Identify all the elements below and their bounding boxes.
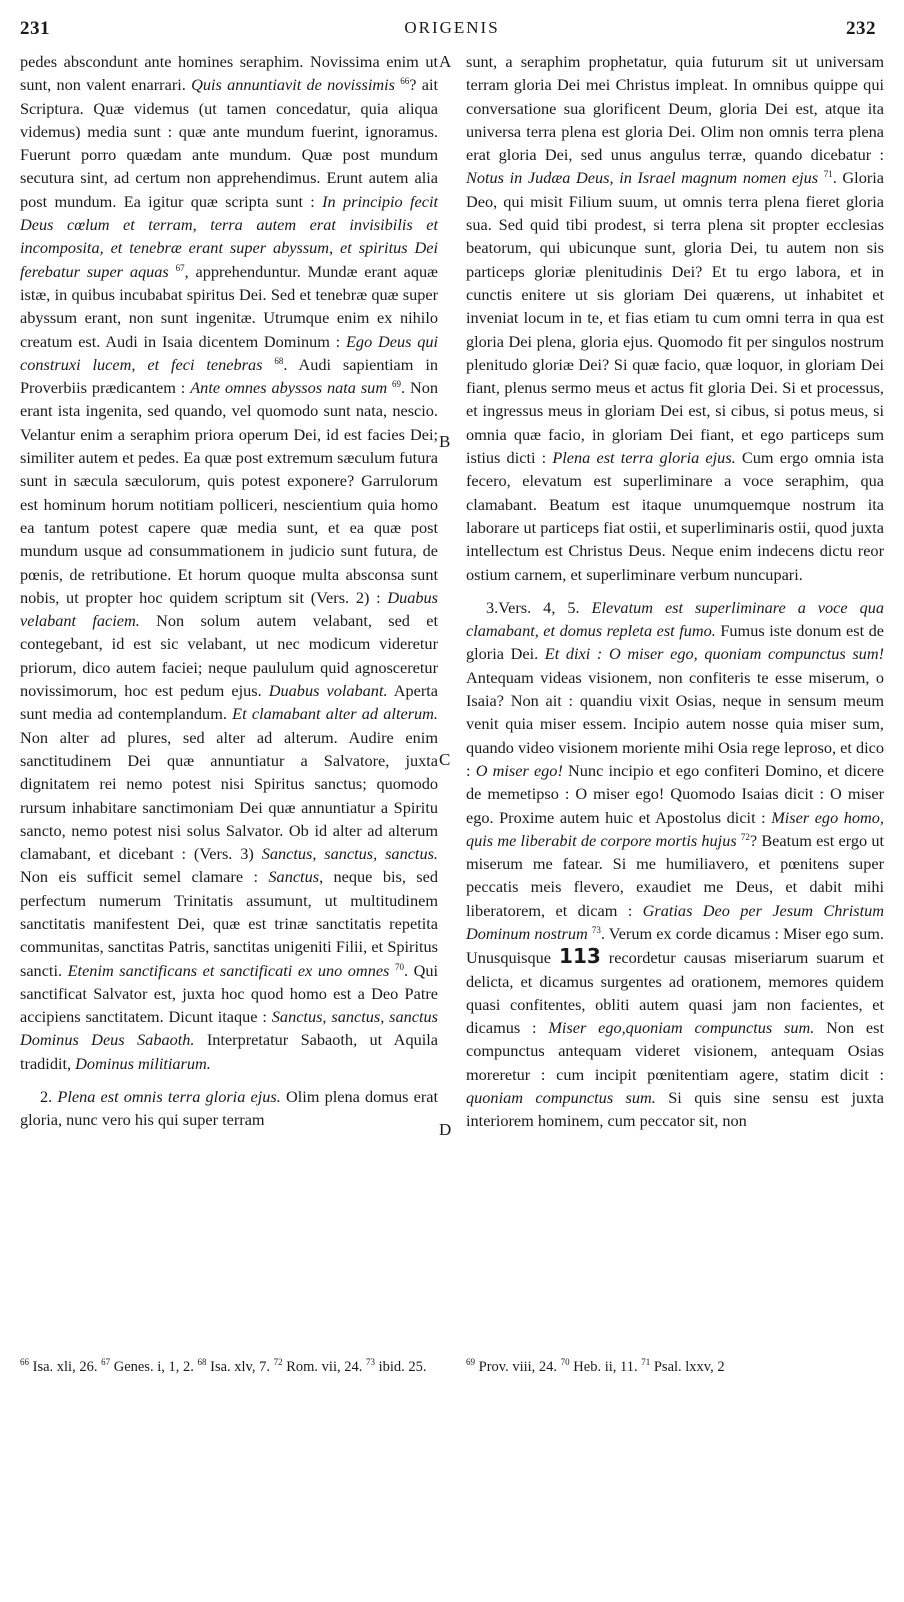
paragraph: 3.Vers. 4, 5. Elevatum est superliminare a voce qua clamabant, et domus repleta est fumo. Fumus iste donum est de gloria Dei. Et dixi : O miser ego, quoniam compunctus sum! Antequam videas visionem, non confiteris te esse miserum, o Isaia? Non ait : quandiu vixit Osias, neque in sensum meum venit quia miser essem. Incipio autem nosse quia miser sum, quando video visionem moriente mihi Osia rege leproso, et dico : O miser ego! Nunc incipio et ego confiteri Domino, et dicere de memetipso : O miser ego! Quomodo Isaias dicit : O miser ego. Proxime autem huic et Apostolus dicit : Miser ego homo, quis me liberabit de corpore mortis hujus $^{72}$? Beatum est ergo ut miserum me fatear. Si me humiliavero, et pœnitens super peccatis meis flevero, exaudiet me Deus, et dabit mihi liberatorem, et dicam : Gratias Deo per Jesum Christum Dominum nostrum $^{73}$. Verum ex corde dicamus : Miser ego sum. Unusquisque 113 recordetur causas miseriarum suarum et delicta, et dicamus surgentes ad orationem, memores quidem quasi confitentes, obliti autem quasi jam non facientes, et dicamus : Miser ego,quoniam compunctus sum. Non est compunctus antequam videret visionem, antequam Osias moreretur : cum incipit pœnitentiam agere, statim dicit : quoniam compunctus sum. Si quis sine sensu est juxta interiorem hominem, cum peccator sit, non [466, 597, 885, 1131]
running-title: ORIGENIS [404, 18, 500, 37]
paragraph: sunt, a seraphim prophetatur, quia futurum sit ut universam terram gloria Dei mei Christus impleat. In omnibus quippe qui conversatione sua glorificent Deum, gloria Dei est, atque ita universa terra plena est gloria Dei. Olim non omnis terra plena erat gloria Dei, sed unus angulus terræ, quando dicebatur : Notus in Judæa Deus, in Israel magnum nomen ejus $^{71}$. Gloria Deo, qui misit Filium suum, ut omnis terra plena fieret gloria sua. Sed quid tibi prodest, si terra plena sit propter ecclesias beatorum, qui ubicunque sunt, gloria Dei, tu autem non sis particeps gloriæ plenitudinis Dei? Et tu ergo labora, et in cunctis enitere ut sis gloriam Dei quærens, ut inhabitet et inveniat locum in te, et fias etiam tu cum omni terra in qua est gloria Dei plena, gloria ejus. Quomodo fit per singulos nostrum plenitudo gloriæ Dei? Si quæ facio, quæ loquor, in gloriam Dei fiant, plenus sermo meus et actus fit gloria Dei. Si et processus, et ingressus meus in gloriam Dei est, si cibus, si potus meus, si omnia quæ facio, in gloriam Dei fiant, et ego particeps sum istius dicti : Plena est terra gloria ejus. Cum ergo omnia ista fecero, elevatum est superliminare a voce seraphim, qua clamabant. Beatum est itaque unumquemque nostrum ita laborare ut particeps fiat ostii, et superliminaris ostii, quod juxta intellectum est Christus Deus. Neque enim indecens dictu reor ostium carnem, et superliminare verbum nuncupari. [466, 52, 885, 584]
footnotes-left: $^{66}$ Isa. xli, 26. $^{67}$ Genes. i, 1, 2. $^{68}$ Isa. xlv, 7. $^{72}$ Rom. vii, 24. $^{73}$ ibid. 25. [20, 1357, 427, 1375]
paragraph: pedes abscondunt ante homines seraphim. Novissima enim ut sunt, non valent enarrari. Quis annuntiavit de novissimis $^{66}$? ait Scriptura. Quæ videmus (ut tamen concedatur, quia aliqua videmus) media sunt : quæ ante mundum fuerint, ignoramus. Fuerunt porro quædam ante mundum. Quæ post mundum secutura sint, ad certum non apprehendimus. Erunt autem alia post mundum. Ea igitur quæ scripta sunt : In principio fecit Deus cœlum et terram, terra autem erat invisibilis et incomposita, et tenebræ erant super abyssum, et spiritus Dei ferebatur super aquas $^{67}$, apprehenduntur. Mundæ erant aquæ istæ, in quibus incubabat spiritus Dei. Sed et tenebræ quæ super abyssum erant, non sunt ingenitæ. Utrumque enim ex nihilo creatum est. Audi in Isaia dicentem Dominum : Ego Deus qui construxi lucem, et feci tenebras $^{68}$. Audi sapientiam in Proverbiis prædicantem : Ante omnes abyssos nata sum $^{69}$. Non erant ista ingenita, sed quando, vel quomodo sunt nata, nescio. Velantur enim a seraphim priora operum Dei, id est facies Dei; similiter autem et pedes. Ea quæ post extremum sæculum futura sunt in sæcula sæculorum, quis potest exponere? Garrulorum est hominum horum notitiam polliceri, nescientium quia homo ea tantum potest capere quæ media sunt, et ea quæ post mundum usque ad consummationem in judicio sunt futura, de pœnis, de retributione. Et horum quoque multa absconsa sunt nobis, ut propter hoc quidem scriptum sit (Vers. 2) : Duabus velabant faciem. Non solum autem velabant, sed et contegebant, id est sic velabant, ut nec modicum videretur priorum, dico autem faciei; neque paululum quid agnosceretur novissimorum, hoc est pedum ejus. Duabus volabant. Aperta sunt media ad contemplandum. Et clamabant alter ad alterum. Non alter ad plures, sed alter ad alterum. Audire enim sanctitudinem Dei quæ annuntiatur a Salvatore, juxta dignitatem rei nemo potest nisi Spiritus sanctus; quomodo rursum inhabitare sanctimoniam Dei quæ annuntiatur a Spiritu sancto, nemo potest nisi solus Salvator. Ob id alter ad alterum clamabant, et dicebant : (Vers. 3) Sanctus, sanctus, sanctus. Non eis sufficit semel clamare : Sanctus, neque bis, sed perfectum numerum Trinitatis assumunt, ut multitudinem sanctitatis manifestent Dei, quæ est trinæ sanctitatis repetita communitas, sanctitas Patris, sanctitas unigeniti Filii, et Spiritus sancti. Etenim sanctificans et sanctificati ex uno omnes $^{70}$. Qui sanctificat Salvator est, juxta hoc quod homo est a Deo Patre accipiens sanctitatem. Dicunt itaque : Sanctus, sanctus, sanctus Dominus Deus Sabaoth. Interpretatur Sabaoth, ut Aquila tradidit, Dominus militiarum. [20, 52, 439, 1073]
margin-marker-d: D [439, 1120, 452, 1139]
margin-marker-b: B [439, 432, 451, 451]
right-column [466, 50, 884, 1133]
left-column [20, 50, 438, 1132]
footnotes-right: $^{69}$ Prov. viii, 24. $^{70}$ Heb. ii, 11. $^{71}$ Psal. lxxv, 2 [466, 1357, 725, 1375]
margin-marker-a: A [439, 52, 452, 71]
page-number-left: 231 [20, 18, 50, 39]
margin-marker-c: C [439, 750, 451, 769]
page-number-right: 232 [846, 18, 876, 39]
page-header [0, 0, 904, 40]
paragraph: 2. Plena est omnis terra gloria ejus. Olim plena domus erat gloria, nunc vero his qui super terram [20, 1087, 439, 1130]
